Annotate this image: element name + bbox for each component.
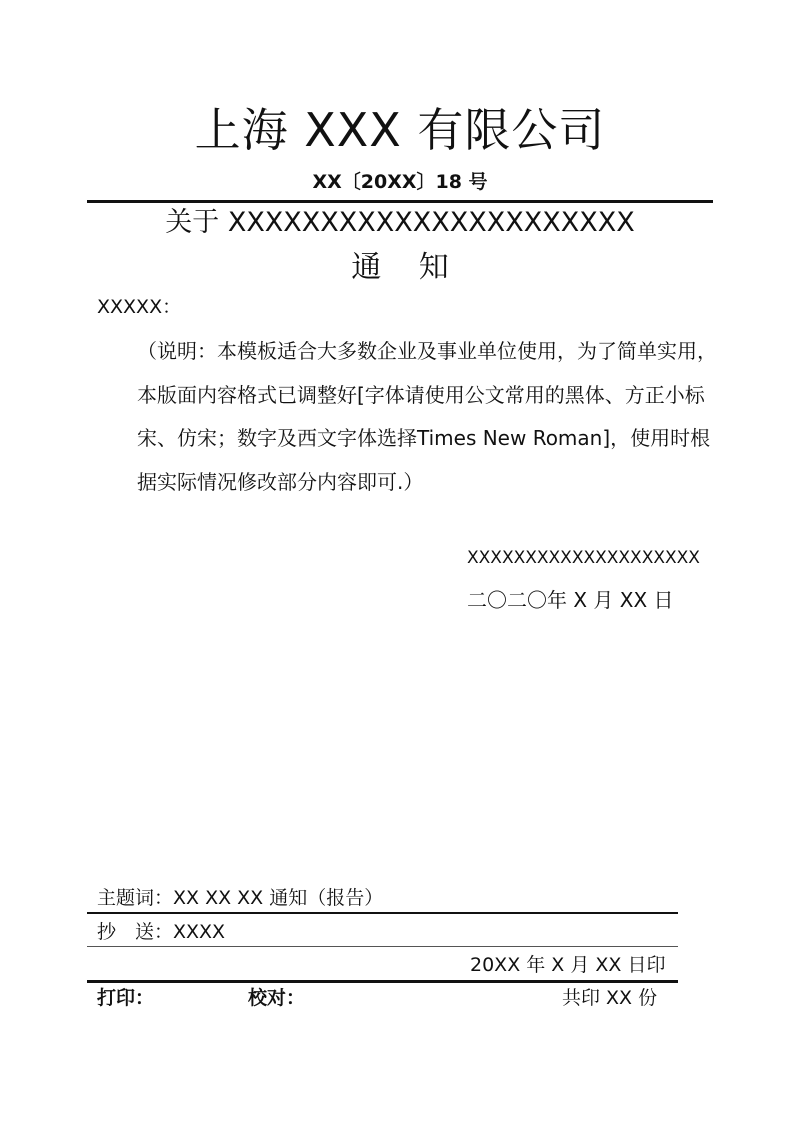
proofreader-label: 校对：: [248, 987, 306, 1009]
copies-count: 共印 XX 份: [562, 987, 658, 1009]
sender-name: XXXXXXXXXXXXXXXXXXXX: [467, 548, 700, 568]
body-paragraph: （说明：本模板适合大多数企业及事业单位使用，为了简单实用，本版面内容格式已调整好[字体请使用公文常用的黑体、方正小标宋、仿宋；数字及西文字体选择Times New Roman]，使用时根据实际情况修改部分内容即可.）: [137, 339, 717, 494]
cc-line: 抄 送：XXXX: [97, 921, 226, 943]
header-divider: [87, 200, 713, 203]
document-number: XX〔20XX〕18 号: [312, 171, 488, 193]
body-text: [97, 330, 717, 504]
notice-subject: 关于 XXXXXXXXXXXXXXXXXXXXXX: [165, 207, 635, 238]
notice-type: 通 知: [351, 250, 463, 285]
issue-date: 二〇二〇年 X 月 XX 日: [467, 588, 674, 612]
subject-keywords: 主题词：XX XX XX 通知（报告）: [97, 887, 384, 909]
footer-divider-top: [87, 912, 678, 914]
print-date: 20XX 年 X 月 XX 日印: [470, 954, 666, 976]
salutation: XXXXX：: [97, 296, 182, 318]
printer-label: 打印：: [97, 987, 155, 1009]
footer-divider-middle: [87, 946, 678, 947]
company-name: 上海 XXX 有限公司: [194, 103, 606, 157]
footer-divider-bottom: [87, 980, 678, 983]
